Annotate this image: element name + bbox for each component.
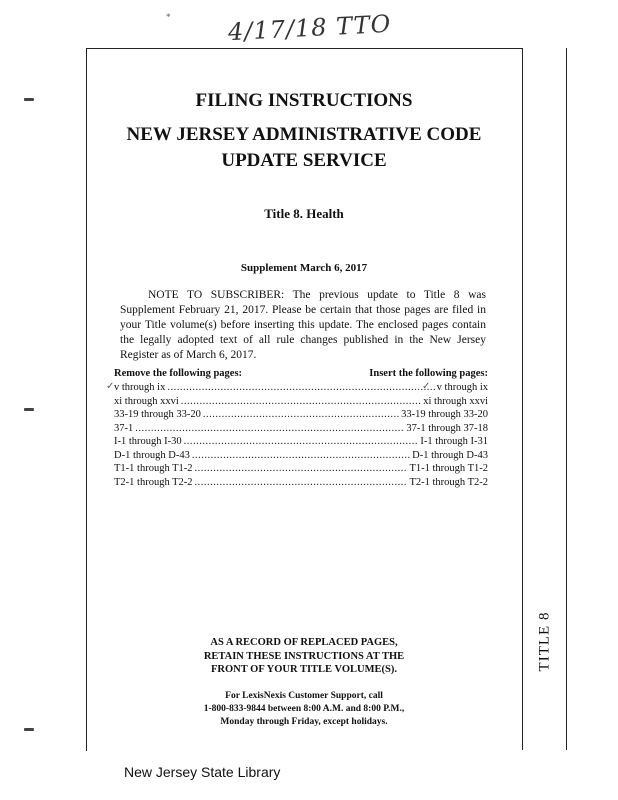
check-mark-icon: ✓: [422, 381, 431, 392]
support-line: For LexisNexis Customer Support, call: [225, 691, 383, 701]
leader-dots: [184, 436, 419, 447]
remove-pages: T1-1 through T1-2: [114, 463, 193, 474]
insert-pages: T2-1 through T2-2: [409, 476, 488, 488]
insert-header: Insert the following pages:: [369, 368, 488, 379]
library-stamp: New Jersey State Library: [124, 764, 281, 780]
record-notice-line: RETAIN THESE INSTRUCTIONS AT THE: [203, 650, 405, 662]
insert-pages: I-1 through I-31: [420, 436, 488, 447]
remove-pages: T2-1 through T2-2: [114, 476, 193, 488]
leader-dots: [167, 382, 434, 393]
remove-header: Remove the following pages:: [114, 368, 243, 379]
title-label: Title 8. Health: [264, 206, 344, 221]
table-row: [114, 450, 488, 464]
remove-pages: 37-1: [114, 422, 134, 434]
table-row: [114, 382, 488, 396]
spine-label: [528, 596, 562, 686]
leader-dots: [203, 409, 399, 420]
page-replacement-table: [114, 368, 488, 490]
table-row: [114, 409, 488, 423]
leader-dots: [195, 463, 408, 474]
spine-divider-right: [566, 48, 567, 750]
table-row: [114, 436, 488, 450]
record-notice-line: FRONT OF YOUR TITLE VOLUME(S).: [211, 664, 397, 675]
insert-pages: 33-19 through 33-20: [401, 409, 488, 420]
subscriber-note: NOTE TO SUBSCRIBER: The previous update to Title 8 was Supplement February 21, 2017. Please be certain that those pages are filed in your Title volume(s) before inserting this update. The enclosed pages contain the legally adopted text of all rule changes published in the New Jersey Register as of March 6, 2017.: [120, 289, 486, 361]
punch-mark: [24, 98, 34, 101]
table-row: [114, 477, 488, 491]
punch-mark: [24, 408, 34, 411]
table-row: [114, 463, 488, 477]
spine-divider-left: [522, 48, 523, 750]
support-line: 1-800-833-9844 between 8:00 A.M. and 8:00 P.M.,: [203, 704, 405, 714]
remove-pages: D-1 through D-43: [114, 449, 190, 461]
spine-label-text: TITLE 8: [536, 611, 553, 671]
remove-pages: xi through xxvi: [114, 395, 179, 407]
record-notice-line: AS A RECORD OF REPLACED PAGES,: [210, 637, 398, 648]
leader-dots: [181, 396, 422, 407]
remove-pages: 33-19 through 33-20: [114, 409, 201, 420]
support-line: Monday through Friday, except holidays.: [220, 717, 388, 727]
remove-pages: I-1 through I-30: [114, 436, 182, 447]
supplement-date: Supplement March 6, 2017: [240, 262, 368, 274]
punch-mark: [24, 728, 34, 731]
handwritten-date-note: 4/17/18 TTO: [227, 9, 392, 47]
customer-support-info: [86, 690, 522, 729]
record-notice: [86, 636, 522, 677]
leader-dots: [135, 423, 404, 434]
leader-dots: [195, 477, 408, 488]
remove-pages: v through ix: [114, 382, 166, 393]
insert-pages: D-1 through D-43: [412, 449, 488, 461]
insert-pages: 37-1 through 37-18: [406, 422, 488, 434]
leader-dots: [192, 450, 410, 461]
insert-pages: v through ix: [436, 382, 488, 393]
insert-pages: xi through xxvi: [423, 395, 488, 407]
heading-filing-instructions: FILING INSTRUCTIONS: [195, 90, 413, 111]
table-header: [114, 368, 488, 382]
table-row: [114, 423, 488, 437]
heading-update-service: UPDATE SERVICE: [221, 150, 387, 171]
table-row: [114, 396, 488, 410]
heading-code-name: NEW JERSEY ADMINISTRATIVE CODE: [126, 124, 482, 145]
corner-mark: *: [166, 12, 171, 22]
insert-pages: T1-1 through T1-2: [409, 463, 488, 474]
check-mark-icon: ✓: [106, 381, 115, 392]
